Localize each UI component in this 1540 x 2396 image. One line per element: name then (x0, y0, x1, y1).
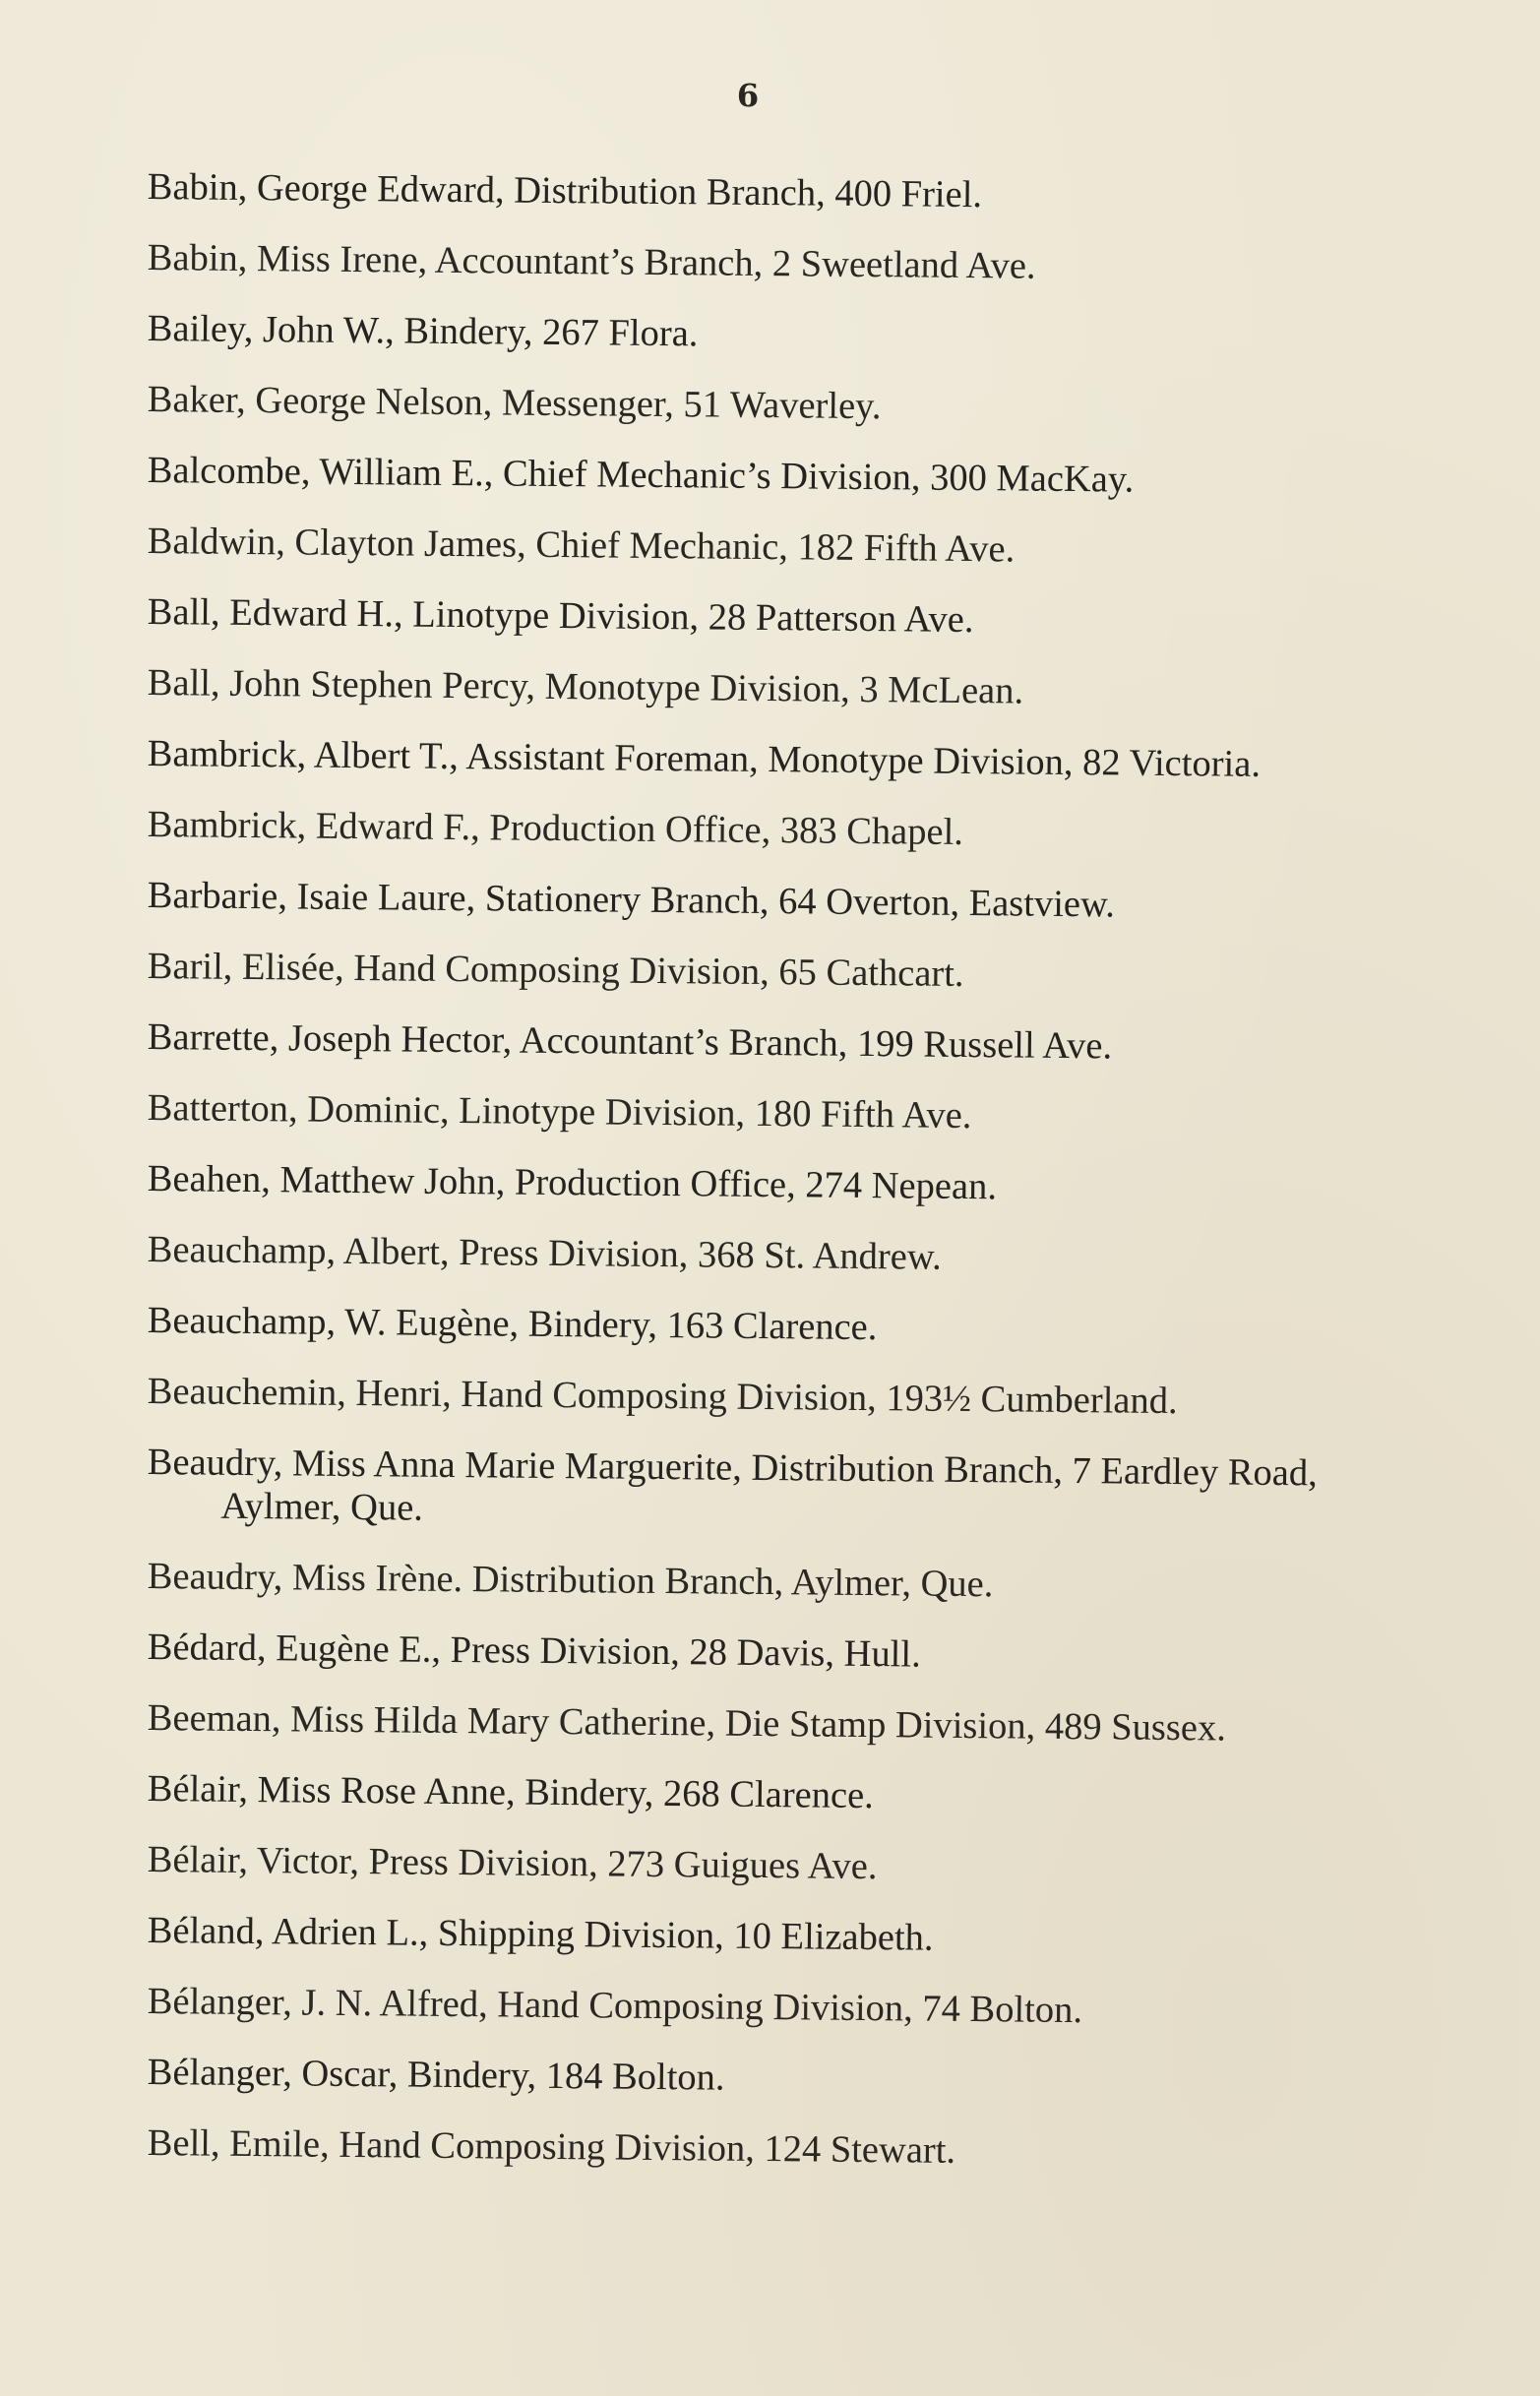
list-entry: Bélair, Miss Rose Anne, Bindery, 268 Clarence. (147, 1768, 874, 1817)
list-entry: Beauchamp, Albert, Press Division, 368 St. Andrew. (147, 1229, 942, 1278)
list-entry: Babin, Miss Irene, Accountant’s Branch, 2 Sweetland Ave. (147, 236, 1036, 287)
list-entry: Bambrick, Albert T., Assistant Foreman, Monotype Division, 82 Victoria. (147, 732, 1262, 785)
list-entry: Beeman, Miss Hilda Mary Catherine, Die Stamp Division, 489 Sussex. (147, 1697, 1227, 1750)
list-entry: Bailey, John W., Bindery, 267 Flora. (147, 307, 699, 355)
list-entry: Babin, George Edward, Distribution Branch, 400 Friel. (147, 165, 983, 216)
list-entry: Bélanger, Oscar, Bindery, 184 Bolton. (147, 2052, 725, 2099)
list-entry: Bédard, Eugène E., Press Division, 28 Davis, Hull. (147, 1627, 921, 1676)
list-entry: Bélanger, J. N. Alfred, Hand Composing Division, 74 Bolton. (147, 1981, 1083, 2032)
list-entry: Béland, Adrien L., Shipping Division, 10 Elizabeth. (147, 1910, 934, 1959)
employee-list (148, 165, 1368, 2192)
list-entry: Ball, John Stephen Percy, Monotype Division, 3 McLean. (147, 661, 1024, 712)
list-entry: Beaudry, Miss Anna Marie Marguerite, Distribution Branch, 7 Eardley Road, Aylmer, Que. (147, 1442, 1318, 1529)
list-entry: Bambrick, Edward F., Production Office, 383 Chapel. (147, 803, 964, 853)
list-entry: Beaudry, Miss Irène. Distribution Branch, Aylmer, Que. (147, 1556, 994, 1606)
list-entry: Beauchemin, Henri, Hand Composing Division, 193½ Cumberland. (147, 1371, 1178, 1423)
list-entry: Balcombe, William E., Chief Mechanic’s Division, 300 MacKay. (147, 449, 1135, 501)
list-entry: Baker, George Nelson, Messenger, 51 Waverley. (147, 378, 882, 428)
list-entry: Baril, Elisée, Hand Composing Division, 65 Cathcart. (147, 945, 964, 995)
list-entry: Bell, Emile, Hand Composing Division, 124 Stewart. (147, 2122, 956, 2172)
list-entry: Beahen, Matthew John, Production Office, 274 Nepean. (147, 1158, 998, 1208)
list-entry: Ball, Edward H., Linotype Division, 28 Patterson Ave. (147, 590, 974, 642)
list-entry: Bélair, Victor, Press Division, 273 Guigues Ave. (147, 1839, 878, 1888)
page-number: 6 (736, 77, 760, 114)
list-entry: Baldwin, Clayton James, Chief Mechanic, 182 Fifth Ave. (147, 520, 1016, 571)
list-entry: Batterton, Dominic, Linotype Division, 180 Fifth Ave. (147, 1087, 972, 1137)
list-entry: Barbarie, Isaie Laure, Stationery Branch, 64 Overton, Eastview. (147, 874, 1116, 926)
list-entry: Beauchamp, W. Eugène, Bindery, 163 Clarence. (147, 1300, 878, 1349)
list-entry: Barrette, Joseph Hector, Accountant’s Branch, 199 Russell Ave. (147, 1016, 1113, 1068)
